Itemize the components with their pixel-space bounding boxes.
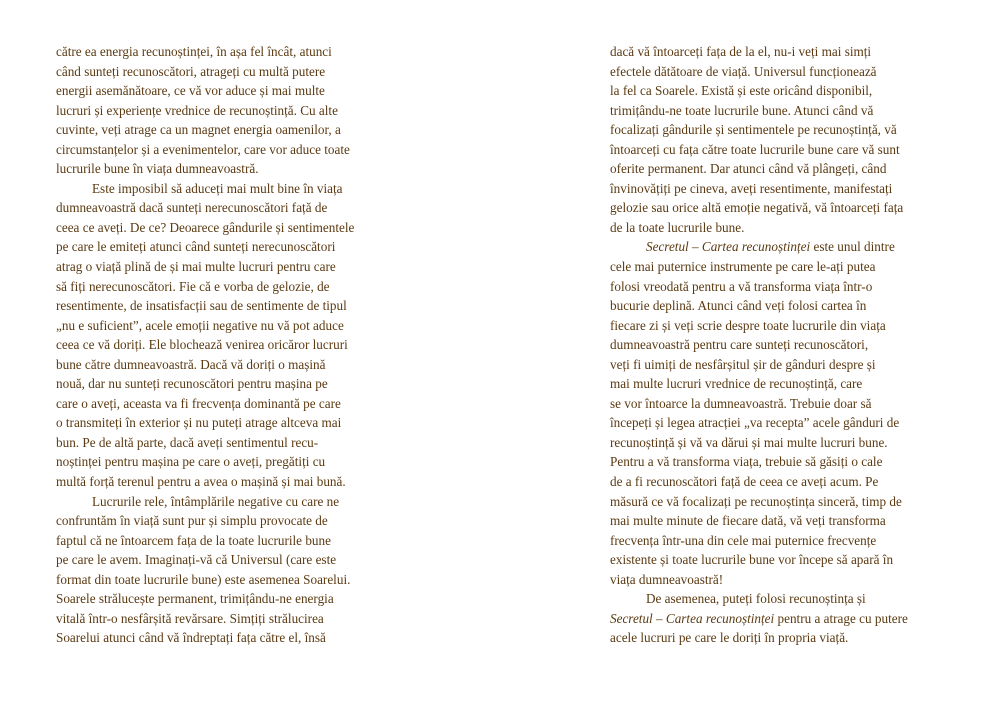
text-line: Pentru a vă transforma viața, trebuie să găsiți o cale	[610, 454, 883, 470]
text-fragment: este unul dintre	[810, 239, 895, 255]
text-line: oferite permanent. Dar atunci când vă plângeți, când	[610, 161, 887, 177]
text-line: dumneavoastră dacă sunteți nerecunoscători față de	[56, 200, 328, 216]
text-line: lucruri și experiențe vrednice de recunoștință. Cu alte	[56, 102, 338, 118]
text-line: folosi vreodată pentru a vă transforma viața într-o	[610, 278, 873, 294]
text-line: dacă vă întoarceți fața de la el, nu-i veți mai simți	[610, 44, 872, 59]
text-line: resentimente, de insatisfacții sau de sentimente de tipul	[56, 298, 347, 314]
text-line: trimițându-ne toate lucrurile bune. Atunci când vă	[610, 102, 874, 118]
text-line: efectele dătătoare de viață. Universul funcționează	[610, 63, 877, 79]
text-line: noștinței pentru mașina pe care o aveți, pregătiți cu	[56, 454, 326, 470]
text-line: ceea ce aveți. De ce? Deoarece gândurile și sentimentele	[56, 219, 355, 235]
text-line: mai multe minute de fiecare dată, vă veți transforma	[610, 513, 886, 529]
book-title: Secretul – Cartea recunoștinței	[610, 610, 775, 626]
paragraph-first-line: De asemenea, puteți folosi recunoștința și	[646, 591, 866, 607]
text-line: învinovățiți pe cineva, aveți resentimente, manifestați	[610, 180, 893, 196]
text-line: „nu e suficient”, acele emoții negative nu vă pot aduce	[56, 317, 344, 333]
text-line: frecvența într-una din cele mai puternice frecvențe	[610, 532, 877, 548]
text-line: nouă, dar nu sunteți recunoscători pentru mașina pe	[56, 376, 328, 392]
text-line: către ea energia recunoștinței, în așa fel încât, atunci	[56, 44, 332, 59]
text-line: cele mai puternice instrumente pe care le-ați putea	[610, 259, 876, 275]
text-line: atrag o viață plină de și mai multe lucruri pentru care	[56, 259, 336, 275]
text-fragment: pentru a atrage cu putere	[774, 610, 908, 626]
text-line: format din toate lucrurile bune) este asemenea Soarelui.	[56, 571, 351, 587]
text-line: de a fi recunoscători față de ceea ce aveți acum. Pe	[610, 474, 879, 490]
text-line: la fel ca Soarele. Există și este oricând disponibil,	[610, 83, 873, 99]
text-line: vitală într-o nesfârșită revărsare. Simțiți strălucirea	[56, 610, 324, 626]
text-line: mai multe lucruri vrednice de recunoștință, care	[610, 376, 863, 392]
left-page	[56, 42, 406, 648]
text-line: focalizați gândurile și sentimentele pe recunoștință, vă	[610, 122, 897, 138]
text-line: Soarele strălucește permanent, trimițându-ne energia	[56, 591, 334, 607]
text-line: multă forță terenul pentru a avea o mașină și mai bună.	[56, 474, 346, 490]
text-line: bun. Pe de altă parte, dacă aveți sentimentul recu-	[56, 434, 319, 450]
text-line: măsură ce vă focalizați pe recunoștința sinceră, timp de	[610, 493, 902, 509]
paragraph-first-line: Lucrurile rele, întâmplările negative cu care ne	[92, 493, 340, 509]
text-line: lucrurile bune în viața dumneavoastră.	[56, 161, 259, 177]
text-line: fiecare zi și veți scrie despre toate lucrurile din viața	[610, 317, 886, 333]
text-line: când sunteți recunoscători, atrageți cu multă putere	[56, 63, 326, 79]
text-line: existente și toate lucrurile bune vor începe să apară în	[610, 552, 894, 568]
text-line: pe care le avem. Imaginați-vă că Universul (care este	[56, 552, 337, 568]
text-line: să fiți nerecunoscători. Fie că e vorba de gelozie, de	[56, 278, 330, 294]
text-line: o transmiteți în exterior și nu puteți atrage altceva mai	[56, 415, 342, 431]
text-line: bune către dumneavoastră. Dacă vă doriți o mașină	[56, 356, 326, 372]
right-page	[610, 42, 950, 648]
paragraph-first-line: Este imposibil să aduceți mai mult bine în viața	[92, 180, 343, 196]
text-line: veți fi uimiți de nesfârșitul șir de gânduri despre și	[610, 356, 876, 372]
text-line: recunoștință și vă va dărui și mai multe lucruri bune.	[610, 434, 888, 450]
text-line: începeți și legea atracției „va recepta” acele gânduri de	[610, 415, 900, 431]
text-line: faptul că ne întoarcem fața de la toate lucrurile bune	[56, 532, 331, 548]
text-line: de la toate lucrurile bune.	[610, 219, 745, 235]
text-line: acele lucruri pe care le doriți în propria viață.	[610, 630, 849, 646]
text-line: gelozie sau orice altă emoție negativă, vă întoarceți fața	[610, 200, 904, 216]
text-line	[610, 609, 950, 629]
text-line: pe care le emiteți atunci când sunteți nerecunoscători	[56, 239, 336, 255]
text-line: care o aveți, aceasta va fi frecvența dominantă pe care	[56, 395, 341, 411]
text-line: cuvinte, veți atrage ca un magnet energia oamenilor, a	[56, 122, 341, 138]
text-line: confruntăm în viață sunt pur și simplu provocate de	[56, 513, 328, 529]
text-line: bucurie deplină. Atunci când veți folosi cartea în	[610, 298, 867, 314]
text-line: ceea ce vă doriți. Ele blochează venirea oricăror lucruri	[56, 337, 348, 353]
text-line: energii asemănătoare, ce vă vor aduce și mai multe	[56, 83, 325, 99]
text-line: viața dumneavoastră!	[610, 571, 724, 587]
paragraph-first-line	[610, 237, 950, 257]
book-title: Secretul – Cartea recunoștinței	[646, 239, 811, 255]
text-line: întoarceți cu fața către toate lucrurile bune care vă sunt	[610, 141, 900, 157]
text-line: dumneavoastră pentru care sunteți recunoscători,	[610, 337, 869, 353]
text-line: circumstanțelor și a evenimentelor, care vor aduce toate	[56, 141, 350, 157]
text-line: se vor întoarce la dumneavoastră. Trebuie doar să	[610, 395, 872, 411]
text-line: Soarelui atunci când vă îndreptați fața către el, însă	[56, 630, 326, 646]
